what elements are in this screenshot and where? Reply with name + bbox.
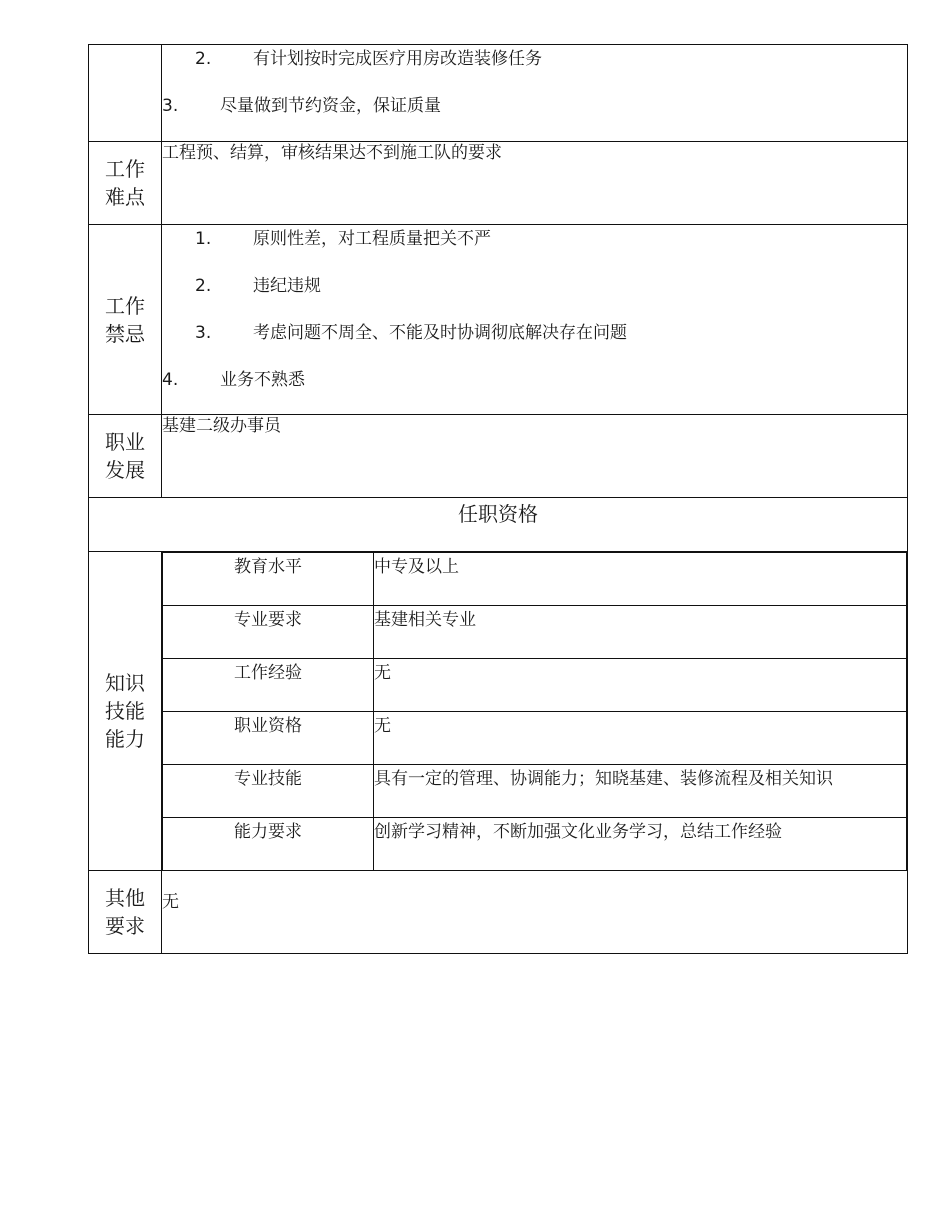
item-number: 3.	[162, 96, 179, 116]
item-text: 业务不熟悉	[220, 370, 305, 390]
skill-value: 具有一定的管理、协调能力；知晓基建、装修流程及相关知识	[374, 765, 907, 818]
skill-value: 创新学习精神，不断加强文化业务学习，总结工作经验	[374, 818, 907, 871]
table-row	[163, 553, 907, 606]
difficulty-text: 工程预、结算，审核结果达不到施工队的要求	[162, 142, 908, 225]
list-item	[162, 369, 907, 391]
other-label	[89, 871, 162, 954]
skill-key: 专业要求	[163, 606, 374, 659]
taboo-row	[89, 225, 908, 415]
label-line: 要求	[105, 914, 145, 938]
list-item	[162, 228, 907, 272]
section-title: 任职资格	[89, 498, 908, 552]
item-text: 违纪违规	[253, 276, 321, 296]
taboo-items	[162, 225, 908, 415]
skill-value: 无	[374, 659, 907, 712]
label-line: 知识	[105, 671, 145, 695]
skill-key: 专业技能	[163, 765, 374, 818]
list-item	[162, 48, 907, 92]
item-text: 尽量做到节约资金，保证质量	[220, 96, 441, 116]
responsibility-items	[162, 45, 908, 142]
taboo-label	[89, 225, 162, 415]
skills-table	[162, 552, 907, 870]
skill-key: 教育水平	[163, 553, 374, 606]
skills-label	[89, 552, 162, 871]
label-line: 发展	[105, 458, 145, 482]
skill-key: 能力要求	[163, 818, 374, 871]
label-line: 禁忌	[105, 321, 145, 346]
empty-label-cell	[89, 45, 162, 142]
career-row	[89, 415, 908, 498]
item-text: 原则性差，对工程质量把关不严	[253, 229, 491, 249]
skill-value: 无	[374, 712, 907, 765]
skills-table-cell	[162, 552, 908, 871]
item-number: 4.	[162, 370, 179, 390]
label-line: 工作	[105, 293, 145, 318]
list-item	[162, 322, 907, 366]
other-text: 无	[162, 871, 908, 954]
qualification-title-row	[89, 498, 908, 552]
skills-row	[89, 552, 908, 871]
difficulty-row	[89, 142, 908, 225]
label-line: 职业	[105, 430, 145, 454]
item-number: 1.	[195, 229, 212, 249]
label-line: 工作	[105, 157, 145, 181]
other-row	[89, 871, 908, 954]
skill-key: 工作经验	[163, 659, 374, 712]
label-line: 其他	[105, 886, 145, 910]
table-row	[163, 712, 907, 765]
table-row	[163, 606, 907, 659]
item-number: 2.	[195, 49, 212, 69]
table-row	[163, 659, 907, 712]
label-line: 技能	[105, 699, 145, 723]
table-row	[163, 765, 907, 818]
career-label	[89, 415, 162, 498]
table-row	[163, 818, 907, 871]
list-item	[162, 95, 907, 117]
skill-value: 中专及以上	[374, 553, 907, 606]
label-line: 能力	[105, 727, 145, 751]
item-number: 3.	[195, 323, 212, 343]
item-number: 2.	[195, 276, 212, 296]
item-text: 考虑问题不周全、不能及时协调彻底解决存在问题	[253, 323, 627, 343]
list-item	[162, 275, 907, 319]
difficulty-label	[89, 142, 162, 225]
item-text: 有计划按时完成医疗用房改造装修任务	[253, 49, 542, 69]
skill-key: 职业资格	[163, 712, 374, 765]
career-text: 基建二级办事员	[162, 415, 908, 498]
skill-value: 基建相关专业	[374, 606, 907, 659]
label-line: 难点	[105, 185, 145, 209]
job-description-table	[88, 44, 908, 954]
responsibility-continuation-row	[89, 45, 908, 142]
